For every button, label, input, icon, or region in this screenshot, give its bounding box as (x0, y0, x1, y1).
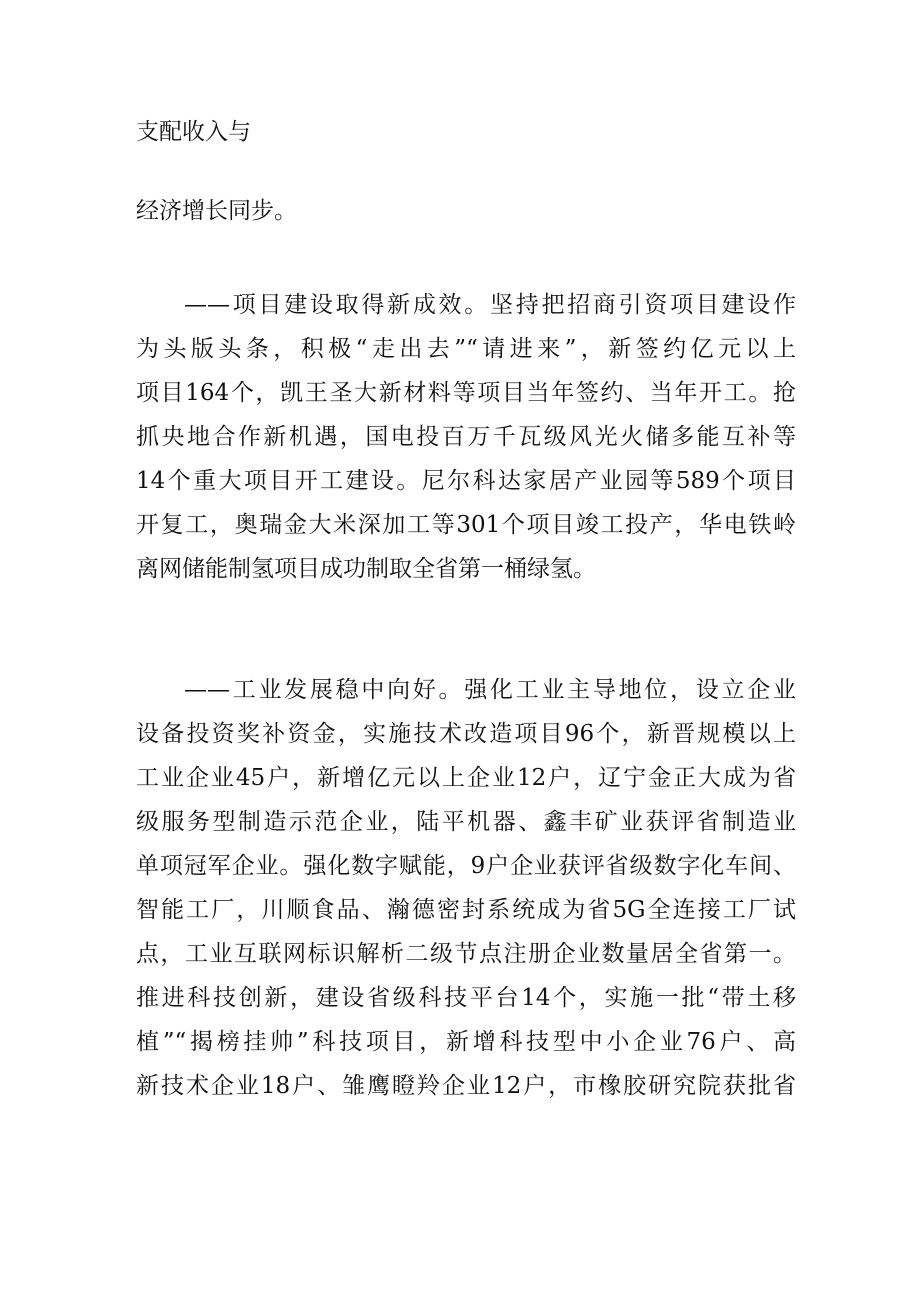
paragraph-heading-industry: ——工业发展稳中向好。强化工业主导地位，设立企业 (184, 677, 796, 703)
text-line: 离网储能制氢项目成功制取全省第一桶绿氢。 (136, 556, 596, 582)
text-line: 新技术企业18户、雏鹰瞪羚企业12户，市橡胶研究院获批省 (136, 1073, 796, 1099)
text-line: 抓央地合作新机遇，国电投百万千瓦级风光火储多能互补等 (136, 424, 796, 450)
text-line: 设备投资奖补资金，实施技术改造项目96个，新晋规模以上 (136, 721, 796, 747)
text-line: 14个重大项目开工建设。尼尔科达家居产业园等589个项目 (136, 468, 796, 494)
text-line: 开复工，奥瑞金大米深加工等301个项目竣工投产，华电铁岭 (136, 512, 796, 538)
text-line: 工业企业45户，新增亿元以上企业12户，辽宁金正大成为省 (136, 765, 796, 791)
text-line: 支配收入与 (136, 119, 251, 145)
text-line: 智能工厂，川顺食品、瀚德密封系统成为省5G全连接工厂试 (136, 897, 796, 923)
text-line: 点，工业互联网标识解析二级节点注册企业数量居全省第一。 (136, 941, 796, 967)
text-line: 项目164个，凯王圣大新材料等项目当年签约、当年开工。抢 (136, 380, 796, 406)
text-line: 推进科技创新，建设省级科技平台14个，实施一批“带土移 (136, 985, 796, 1011)
text-line: 单项冠军企业。强化数字赋能，9户企业获评省级数字化车间、 (136, 853, 796, 879)
text-line: 植”“揭榜挂帅”科技项目，新增科技型中小企业76户、高 (136, 1029, 796, 1055)
text-line: 经济增长同步。 (136, 198, 297, 224)
paragraph-heading-project: ——项目建设取得新成效。坚持把招商引资项目建设作 (184, 292, 796, 318)
text-line: 为头版头条，积极“走出去”“请进来”，新签约亿元以上 (136, 336, 796, 362)
text-line: 级服务型制造示范企业，陆平机器、鑫丰矿业获评省制造业 (136, 809, 796, 835)
